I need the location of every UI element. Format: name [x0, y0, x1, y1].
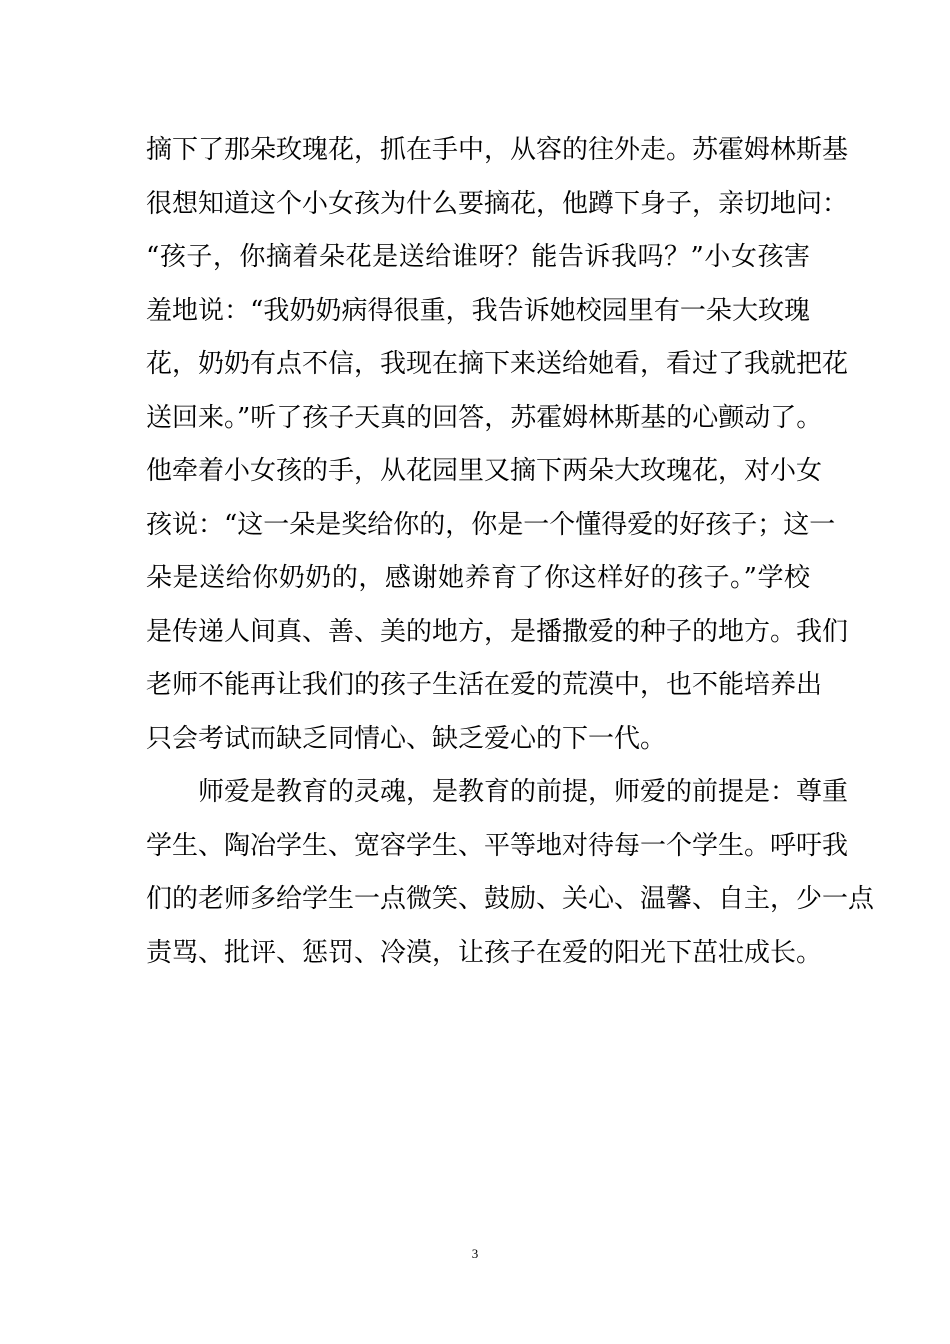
text-line: 花，奶奶有点不信，我现在摘下来送给她看，看过了我就把花 [146, 349, 849, 379]
text-line: “孩子，你摘着朵花是送给谁呀？能告诉我吗？”小女孩害 [146, 242, 810, 272]
text-line: 羞地说：“我奶奶病得很重，我告诉她校园里有一朵大玫瑰 [146, 295, 810, 326]
text-line: 朵是送给你奶奶的，感谢她养育了你这样好的孩子。”学校 [146, 563, 810, 593]
text-line: 孩说：“这一朵是奖给你的，你是一个懂得爱的好孩子；这一 [146, 509, 836, 540]
text-line: 他牵着小女孩的手，从花园里又摘下两朵大玫瑰花，对小女 [146, 456, 823, 486]
text-line: 们的老师多给学生一点微笑、鼓励、关心、温馨、自主，少一点 [146, 884, 875, 914]
text-line: 是传递人间真、善、美的地方，是播撒爱的种子的地方。我们 [146, 616, 849, 647]
page-number: 3 [471, 1246, 479, 1261]
paragraph-1 [146, 124, 849, 766]
text-line: 学生、陶冶学生、宽容学生、平等地对待每一个学生。呼吁我 [146, 830, 849, 861]
paragraph-2 [146, 766, 875, 980]
text-line: 责骂、批评、惩罚、冷漠，让孩子在爱的阳光下茁壮成长。 [146, 937, 823, 968]
text-line: 只会考试而缺乏同情心、缺乏爱心的下一代。 [146, 723, 667, 754]
text-line: 师爱是教育的灵魂，是教育的前提，师爱的前提是：尊重 [198, 777, 849, 807]
body-text [146, 124, 875, 980]
text-line: 摘下了那朵玫瑰花，抓在手中，从容的往外走。苏霍姆林斯基 [146, 135, 849, 165]
text-line: 很想知道这个小女孩为什么要摘花，他蹲下身子，亲切地问： [146, 188, 849, 219]
text-line: 送回来。”听了孩子天真的回答，苏霍姆林斯基的心颤动了。 [146, 402, 823, 433]
text-line: 老师不能再让我们的孩子生活在爱的荒漠中，也不能培养出 [146, 670, 823, 700]
